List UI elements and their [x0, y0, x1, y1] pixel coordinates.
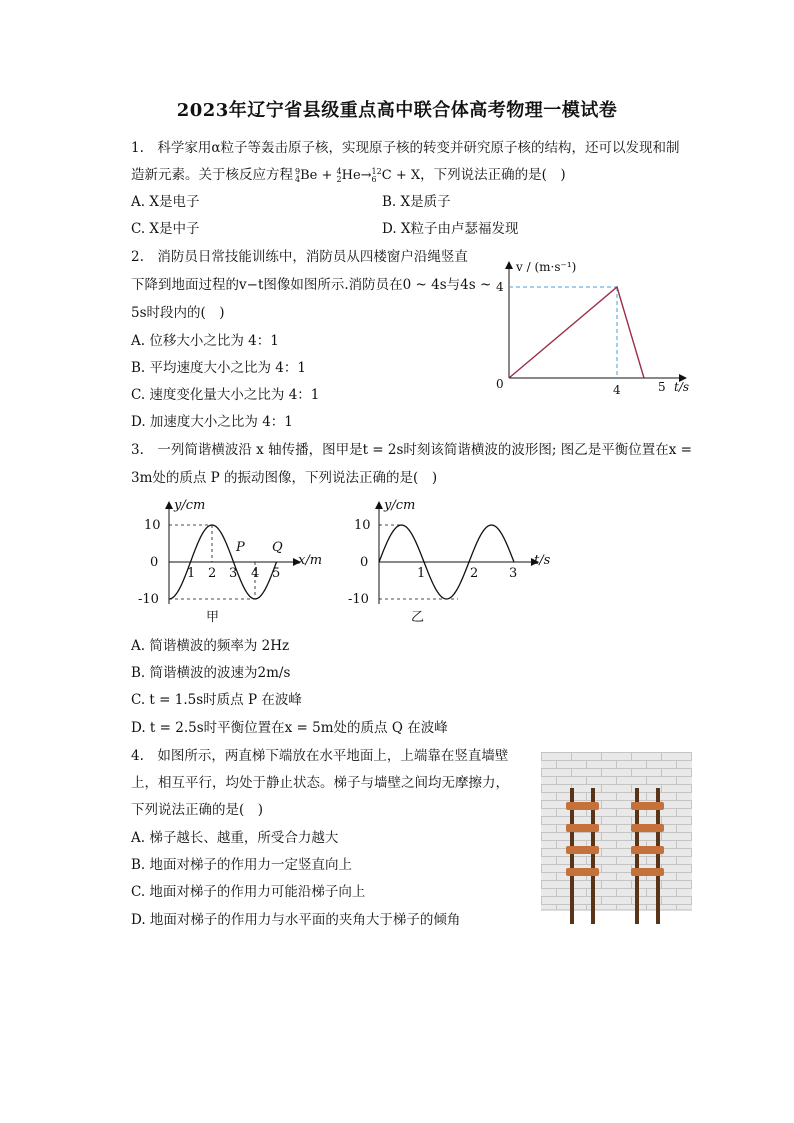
q2-line3: 5s时段内的( ) — [131, 305, 225, 321]
jia-x-tick-1: 1 — [187, 566, 196, 581]
q2-line1: 2. 消防员日常技能训练中，消防员从四楼窗户沿绳竖直 — [131, 249, 468, 265]
q2-option-c: C. 速度变化量大小之比为 4：1 — [131, 387, 320, 403]
q1-option-c: C. X是中子 — [131, 221, 200, 237]
q1-line1: 1. 科学家用α粒子等轰击原子核，实现原子核的转变并研究原子核的结构，还可以发现和制 — [131, 140, 680, 156]
yi-y-tick-0: 0 — [360, 555, 369, 570]
q1-line2 — [131, 166, 566, 185]
jia-y-tick-10: 10 — [144, 518, 161, 533]
q4-option-c: C. 地面对梯子的作用力可能沿梯子向上 — [131, 884, 366, 900]
jia-y-label: y/cm — [174, 498, 206, 513]
q3-option-d: D. t = 2.5s时平衡位置在x = 5m处的质点 Q 在波峰 — [131, 720, 448, 736]
vt-y-tick-4: 4 — [496, 280, 504, 294]
jia-x-tick-3: 3 — [229, 566, 238, 581]
yi-caption: 乙 — [411, 610, 425, 625]
jia-point-q: Q — [272, 540, 283, 555]
jia-y-tick-0: 0 — [150, 555, 159, 570]
jia-x-label: x/m — [298, 553, 323, 568]
wave-graph-yi — [338, 492, 563, 627]
q1-line2-post: ，下列说法正确的是( ) — [420, 167, 566, 183]
jia-x-tick-4: 4 — [251, 566, 260, 581]
q1-option-d: D. X粒子由卢瑟福发现 — [382, 221, 519, 237]
jia-x-tick-5: 5 — [272, 566, 281, 581]
q4-option-a: A. 梯子越长、越重，所受合力越大 — [131, 830, 339, 846]
yi-y-tick-10: 10 — [354, 518, 371, 533]
yi-x-label: t/s — [534, 553, 551, 568]
yi-x-tick-2: 2 — [470, 566, 479, 581]
q1-line2-pre: 造新元素。关于核反应方程 — [131, 167, 293, 183]
vt-x-label: t/s — [674, 380, 690, 394]
q2-option-a: A. 位移大小之比为 4：1 — [131, 333, 279, 349]
vt-x-tick-5: 5 — [658, 380, 666, 394]
yi-y-tick-m10: -10 — [348, 592, 369, 607]
jia-x-tick-2: 2 — [208, 566, 217, 581]
vt-x-tick-4: 4 — [613, 383, 621, 397]
q4-option-b: B. 地面对梯子的作用力一定竖直向上 — [131, 857, 353, 873]
q3-option-b: B. 简谐横波的波速为2m/s — [131, 665, 291, 681]
q2-option-b: B. 平均速度大小之比为 4：1 — [131, 360, 306, 376]
brick-wall — [541, 752, 692, 910]
yi-x-tick-3: 3 — [509, 566, 518, 581]
q3-line1: 3. 一列简谐横波沿 x 轴传播，图甲是t = 2s时刻该简谐横波的波形图; 图乙是平衡位置在x = — [131, 442, 692, 458]
q2-option-d: D. 加速度大小之比为 4：1 — [131, 414, 293, 430]
q3-option-c: C. t = 1.5s时质点 P 在波峰 — [131, 692, 302, 708]
page-title: 2023年辽宁省县级重点高中联合体高考物理一模试卷 — [176, 100, 618, 121]
q4-line2: 上，相互平行，均处于静止状态。梯子与墙壁之间均无摩擦力， — [131, 775, 509, 791]
ladder-wall-illustration — [541, 752, 692, 928]
q1-option-a: A. X是电子 — [131, 194, 200, 210]
vt-y-label: v / (m·s⁻¹) — [516, 260, 577, 274]
wave-graph-jia — [128, 492, 343, 627]
vt-graph — [488, 250, 698, 400]
jia-point-p: P — [236, 540, 245, 555]
q4-line1: 4. 如图所示，两直梯下端放在水平地面上，上端靠在竖直墙壁 — [131, 748, 509, 764]
q4-option-d: D. 地面对梯子的作用力与水平面的夹角大于梯子的倾角 — [131, 912, 461, 928]
jia-y-tick-m10: -10 — [138, 592, 159, 607]
q2-line2: 下降到地面过程的v−t图像如图所示.消防员在0 ~ 4s与4s ~ — [131, 277, 492, 293]
jia-caption: 甲 — [206, 610, 220, 625]
q4-line3: 下列说法正确的是( ) — [131, 802, 264, 818]
yi-y-label: y/cm — [384, 498, 416, 513]
q3-line2: 3m处的质点 P 的振动图像，下列说法正确的是( ) — [131, 470, 438, 486]
vt-line — [509, 287, 644, 378]
nuclear-equation: 9 4Be + 4 2He→12 6 C + X — [295, 166, 421, 184]
q3-option-a: A. 简谐横波的频率为 2Hz — [131, 638, 290, 654]
q1-option-b: B. X是质子 — [382, 194, 451, 210]
vt-origin: 0 — [496, 377, 504, 391]
yi-x-tick-1: 1 — [417, 566, 426, 581]
